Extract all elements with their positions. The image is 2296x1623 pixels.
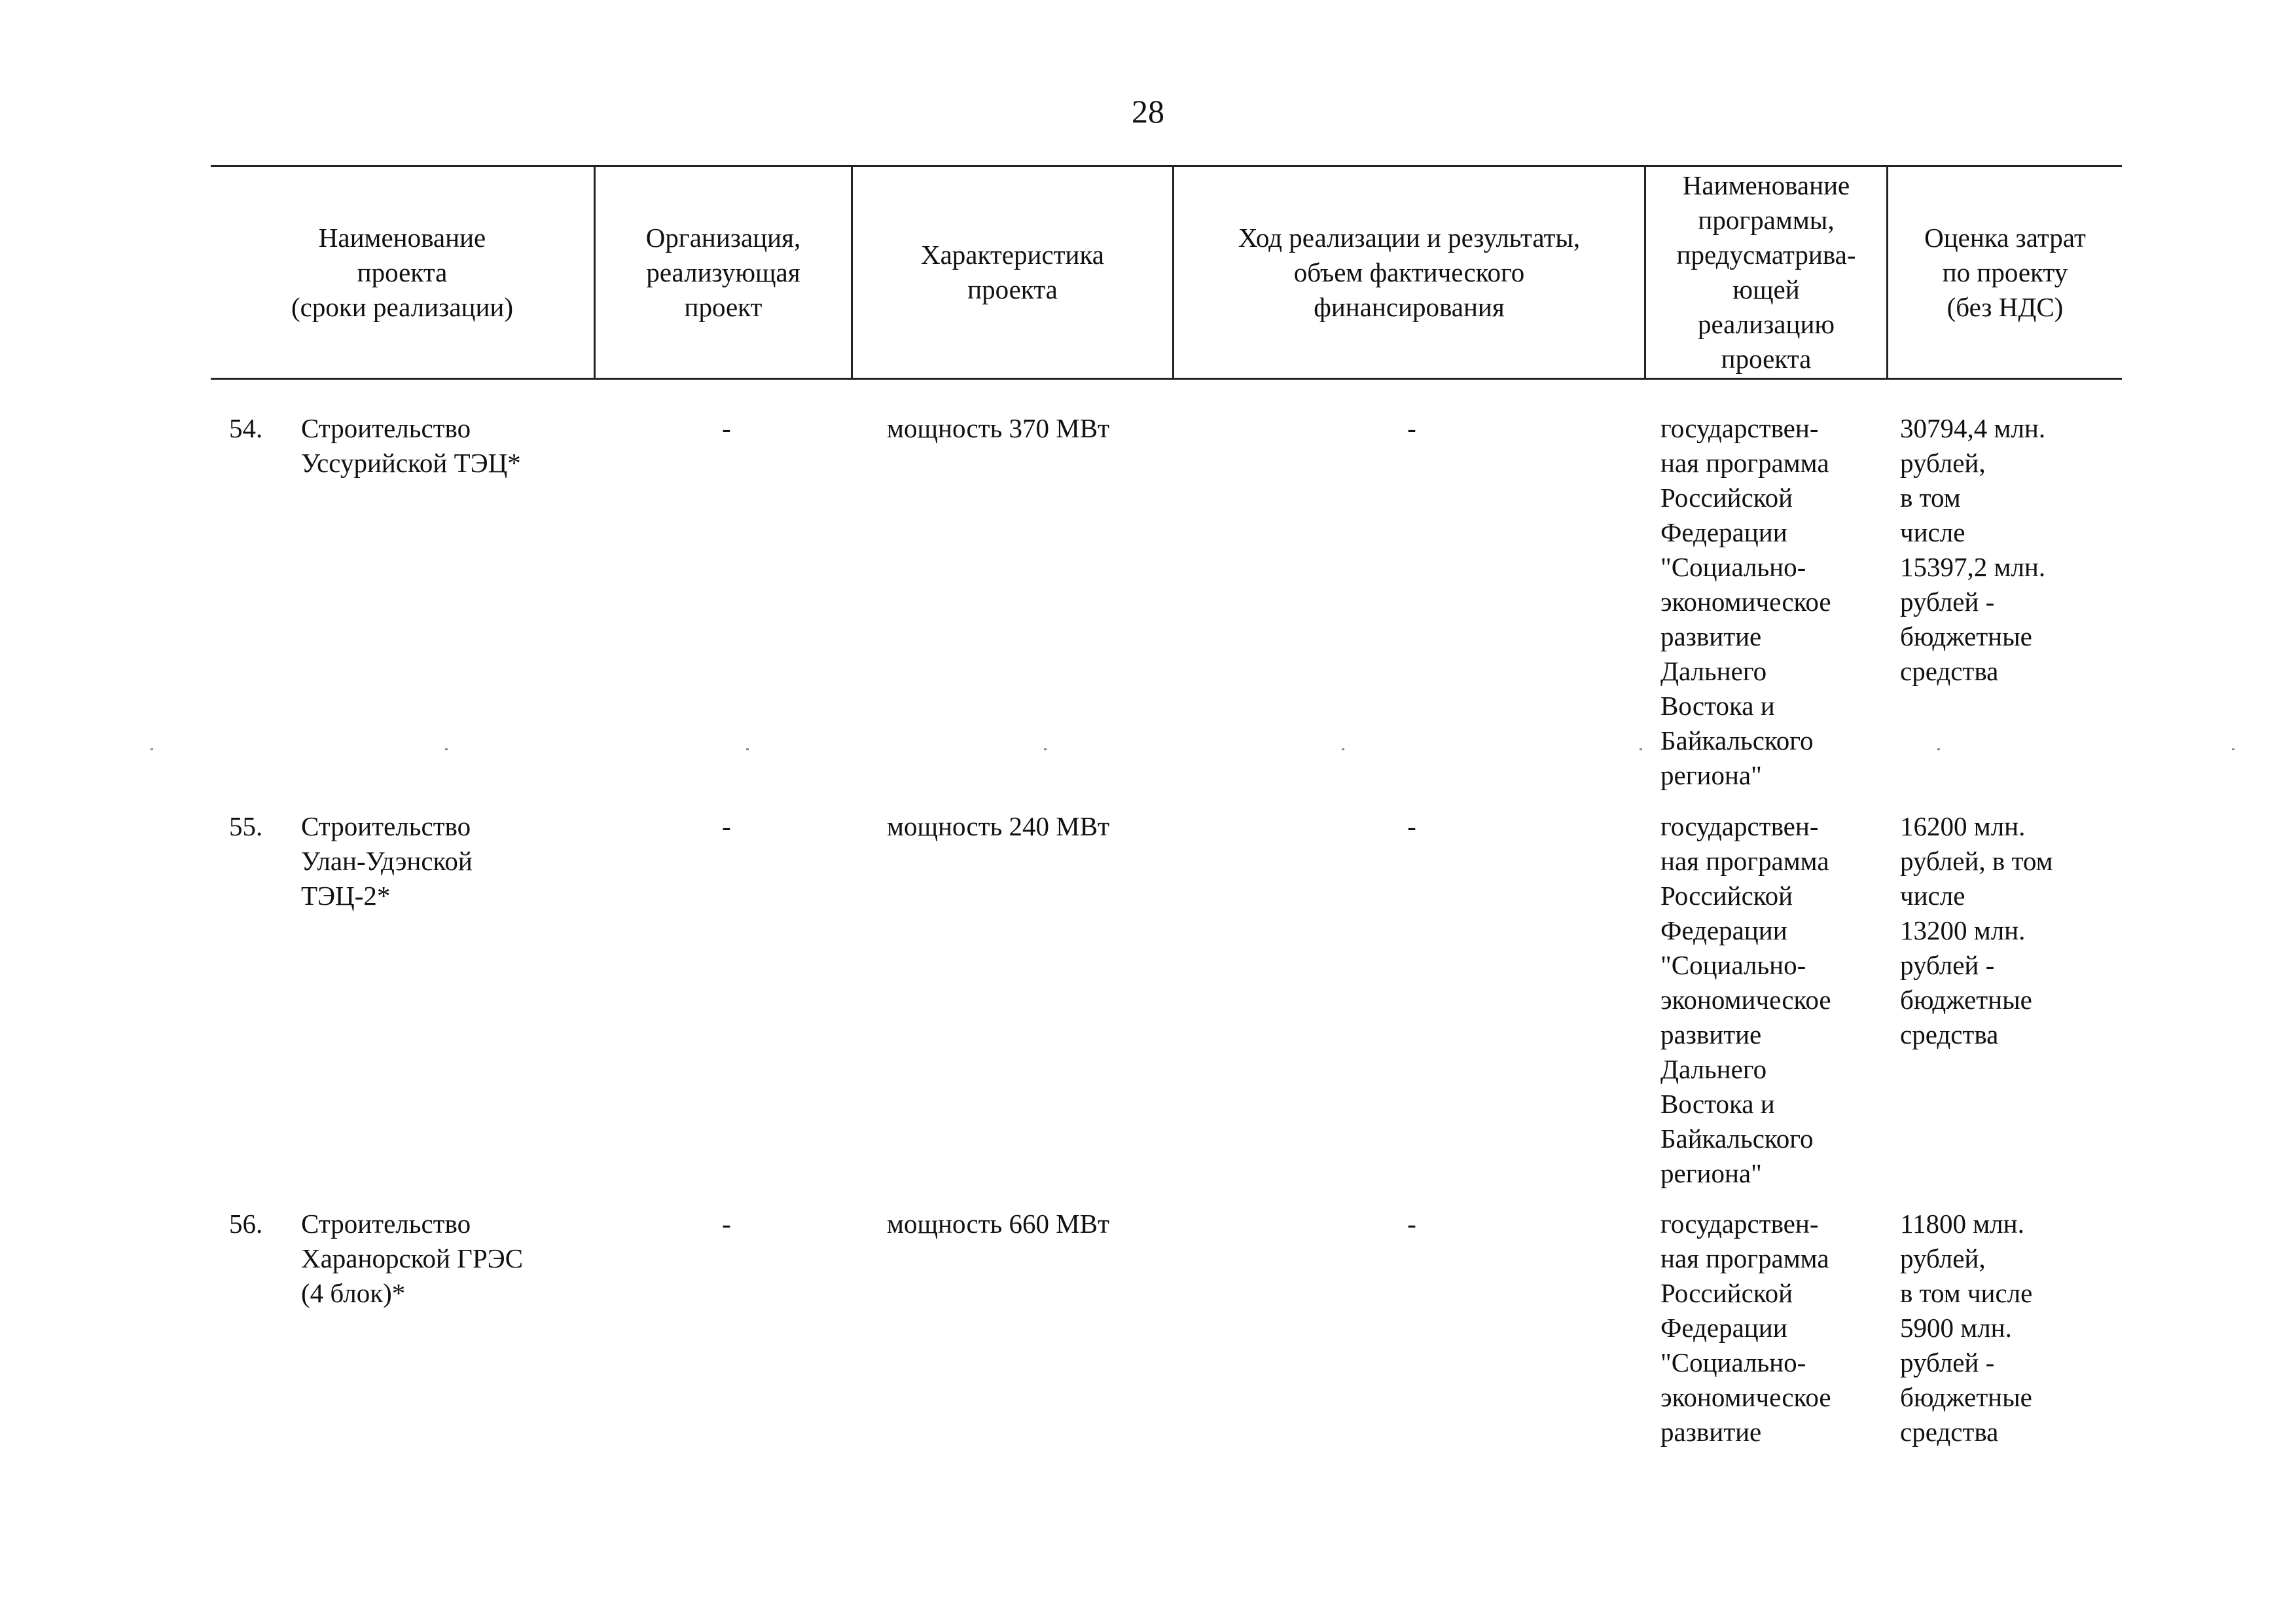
project-name: Строительство Уссурийской ТЭЦ* — [301, 413, 521, 478]
project-name: Строительство Харанорской ГРЭС (4 блок)* — [301, 1209, 524, 1308]
project-characteristic: мощность 660 МВт — [887, 1209, 1110, 1239]
row-number: 54. — [229, 413, 263, 443]
cost-estimate: 11800 млн. рублей, в том числе 5900 млн. рублей - бюджетные средства — [1900, 1209, 2033, 1447]
organization: - — [722, 811, 731, 841]
header-cost: Оценка затрат по проекту (без НДС) — [1924, 222, 2086, 322]
header-organization: Организация, реализующая проект — [645, 222, 801, 322]
project-characteristic: мощность 370 МВт — [887, 413, 1110, 443]
program-name: государствен- ная программа Российской Федерации "Социально- экономическое развитие Дальнего Востока и Байкальского региона" — [1660, 811, 1831, 1188]
row-number: 56. — [229, 1209, 263, 1239]
progress-result: - — [1407, 811, 1416, 841]
table-header — [211, 165, 2122, 380]
project-name: Строительство Улан-Удэнской ТЭЦ-2* — [301, 811, 473, 911]
row-number: 55. — [229, 811, 263, 841]
cost-estimate: 16200 млн. рублей, в том числе 13200 млн. рублей - бюджетные средства — [1900, 811, 2053, 1049]
program-name: государствен- ная программа Российской Федерации "Социально- экономическое развитие Дальнего Востока и Байкальского региона" — [1660, 413, 1831, 790]
page-number: 28 — [1132, 93, 1164, 130]
cost-estimate: 30794,4 млн. рублей, в том числе 15397,2 млн. рублей - бюджетные средства — [1900, 413, 2046, 686]
progress-result: - — [1407, 413, 1416, 443]
header-progress: Ход реализации и результаты, объем фактического финансирования — [1238, 222, 1581, 322]
project-characteristic: мощность 240 МВт — [887, 811, 1110, 841]
program-name: государствен- ная программа Российской Федерации "Социально- экономическое развитие — [1660, 1209, 1831, 1447]
header-program: Наименование программы, предусматрива- ющей реализацию проекта — [1676, 170, 1856, 374]
organization: - — [722, 1209, 731, 1239]
header-project-name: Наименование проекта (сроки реализации) — [291, 222, 513, 322]
progress-result: - — [1407, 1209, 1416, 1239]
organization: - — [722, 413, 731, 443]
header-characteristic: Характеристика проекта — [921, 240, 1104, 304]
fold-dots — [0, 748, 2296, 755]
